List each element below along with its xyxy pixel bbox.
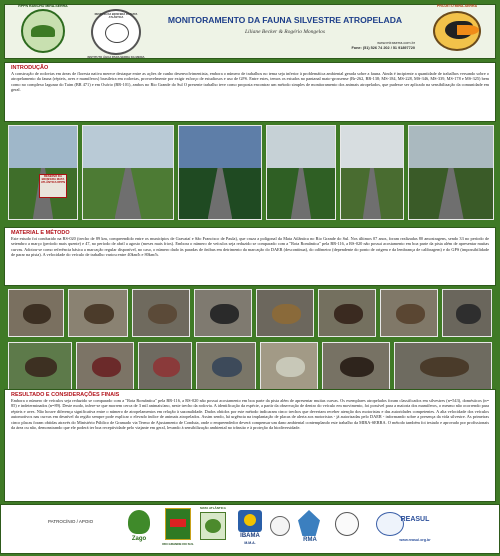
biosphere-reserve-logo-icon	[91, 9, 141, 55]
roadkill-photo	[256, 289, 314, 337]
rio-grande-do-sul-logo-icon	[165, 508, 191, 540]
rio-grande-label: RIO GRANDE DO SUL	[162, 542, 194, 546]
ibama-logo-icon	[238, 510, 262, 532]
roadkill-photo	[8, 289, 64, 337]
left-logo2-caption: INSTITUTO ÁGUA PARA SERRA DA MEDIA	[87, 55, 145, 59]
roadkill-photo	[260, 342, 318, 390]
road-photo	[178, 125, 262, 220]
road-photo	[340, 125, 404, 220]
rma-label: RMA	[303, 537, 317, 543]
results-panel	[4, 389, 496, 502]
roadkill-photo	[138, 342, 192, 390]
roadkill-photo	[68, 289, 128, 337]
intro-body: A construção de rodovias em áreas de floresta nativa merece destaque entre as ações de cunho desenvolvimentista, embora o número de trabalhos no tema seja inferior à problemática ambiental gerada sobre a fauna. Ainda é incipiente a quantidade de trabalhos versando sobre o atropelamento da fauna (répteis, aves e mamíferos) brasileira em rodovias, provavelmente por exigir esforço de estudiosos e uso de GPS. Entre estes, temos os estudos no pantanal mato-grossense (Br-262, BR-138; MS-184, MS-228, MS-346, MS-339, MS-178 e MS-325) bem como no complexo lagunar do Taim (BR 471) e em Osório (BR-101), ambos no Rio Grande do Sul O presente trabalho teve como proposta encontrar um método simples de monitoramento dos animais atropelados, que pudesse ser aplicado na sensibilização da comunidade em geral.	[11, 71, 489, 93]
roadkill-photo	[380, 289, 438, 337]
method-body: Este estudo foi conduzido na RS-020 (trecho de 89 km, compreendido entre os municípios de Gravataí e São Francisco de Paula), que cruza a poligonal da Mata Atlântica no Rio Grande do Sul. Nos últimos 07 anos, foram realizadas 80 amostragens, sendo 33 no período de setembro a março (período mais quente) e 47, no período de abril a agosto (meses mais frios). Embora o número de veículos seja reduzido se comparado com a "Rota Romântica" pela BR-116, a RS-020 não possui acostamento em boa parte da pista além de apresentar muitas curvas. Adotou-se como referência básica a marcação regular disponível, no caso, o número dado às paradas de ônibus em detrimento da marcação do DAER (descontínua), do odômetro (dependente do ponto de origem e da lembrança de calibragem) e do GPS (impossibilidade de parar na pista). A velocidade do veículo de trabalho variou entre 40km/h e 80km/h.	[11, 236, 489, 258]
institute-seal-icon	[335, 512, 359, 536]
website: www.miraserra.com.br	[377, 41, 415, 45]
roadkill-photo	[442, 289, 492, 337]
method-title: MATERIAL E MÉTODO	[11, 230, 70, 236]
phone: Fone: (51) 526 74 202 / 51 91897720	[351, 46, 415, 50]
left-logo-caption: RPPN RANCHO MIRA-SERRA	[18, 4, 68, 8]
roadkill-photo	[194, 289, 252, 337]
intro-panel	[4, 62, 496, 122]
poster-authors: Liliane Becker & Rogério Mongelos	[244, 29, 326, 35]
partner-seal-icon	[270, 516, 290, 536]
intro-title: INTRODUÇÃO	[11, 65, 49, 71]
wildlife-warning-sign: RESERVA DA BIOSFERA MATA ATLÂNTICA RPPN	[39, 174, 67, 198]
roadkill-photo	[8, 342, 72, 390]
header-panel	[4, 4, 496, 59]
road-photo	[8, 125, 78, 220]
zago-logo-icon	[128, 510, 150, 534]
mata-atlantica-label: MATA ATLÂNTICA	[200, 506, 226, 510]
left-logo2-subcaption: RESERVA DA BIOSFERA DA MATA ATLÂNTICA	[94, 13, 138, 19]
rppn-logo-icon	[21, 9, 65, 53]
mma-label: M.M.A.	[244, 541, 256, 545]
road-photo	[266, 125, 336, 220]
poster-title: MONITORAMENTO DA FAUNA SILVESTRE ATROPELADA	[167, 15, 403, 25]
roadkill-photo	[196, 342, 256, 390]
roadkill-photo	[394, 342, 492, 390]
roadkill-photo	[132, 289, 190, 337]
toucan-logo-icon	[433, 11, 481, 51]
roadkill-photo	[322, 342, 390, 390]
roadkill-photo	[76, 342, 134, 390]
zago-label: Zago	[131, 536, 147, 542]
ibama-label: IBAMA	[240, 533, 260, 539]
roadkill-photo	[318, 289, 376, 337]
results-title: RESULTADO E CONSIDERAÇÕES FINAIS	[11, 392, 120, 398]
method-panel	[4, 227, 496, 286]
road-photo	[82, 125, 174, 220]
results-body: Embora o número de veículos seja reduzido se comparado com a "Rota Romântica" pela BR-116, a RS-020 não possui acostamento em boa parte da pista além de apresentar muitas curvas. Os exemplares atropelados foram classificados em silvestres (n=543), domésticos (n= 85) e indeterminados (n=89). Deste modo, infere-se que morrem cerca de 3 mil animais/ano, neste trecho da rodovia. A identificação da espécie, a partir da observação de dentro do veículo em movimento, foi possível para a maioria dos mamíferos, o mesmo não ocorrendo para répteis e aves. Não houve diferença significativa entre o número de atropelamentos em relação à sazonalidade. Dados obtidos por este método indicaram cinco trechos que deveriam receber atenção dos motoristas e das autoridades competentes. A alta velocidade dos veículos automotivos nas curvas em desnível da região sempre pode explicar o elevado índice de animais atropelados. Assim sendo, há urgência na implantação de placas de alerta aos motoristas - já autorizadas pelo DAER - informando sobre a presença da vida silvestre. As primeiras cinco placas foram obtidas através do Ministério Público de Gramado via Termo de Ajustamento de Conduta, onde o empreendedor deverá compensar um dano ambiental contemplando este trabalho da MIRA-SERRA. O método também foi testado e aprovado por profissionais da área ou não, demonstrando que ele poderá ter boa receptividade pelo viajante em geral, levando à sensibilização ambiental no trânsito e à proteção da biodiversidade.	[11, 398, 489, 431]
right-logo-caption: PROJETO MIRA-SERRA	[437, 4, 477, 8]
road-photo	[408, 125, 494, 220]
contact-info	[155, 41, 415, 51]
sponsors-label: PATROCÍNIO / APOIO	[48, 519, 94, 524]
reasul-label: REASUL	[400, 516, 430, 523]
reasul-site: www.reasul.org.br	[399, 538, 431, 542]
